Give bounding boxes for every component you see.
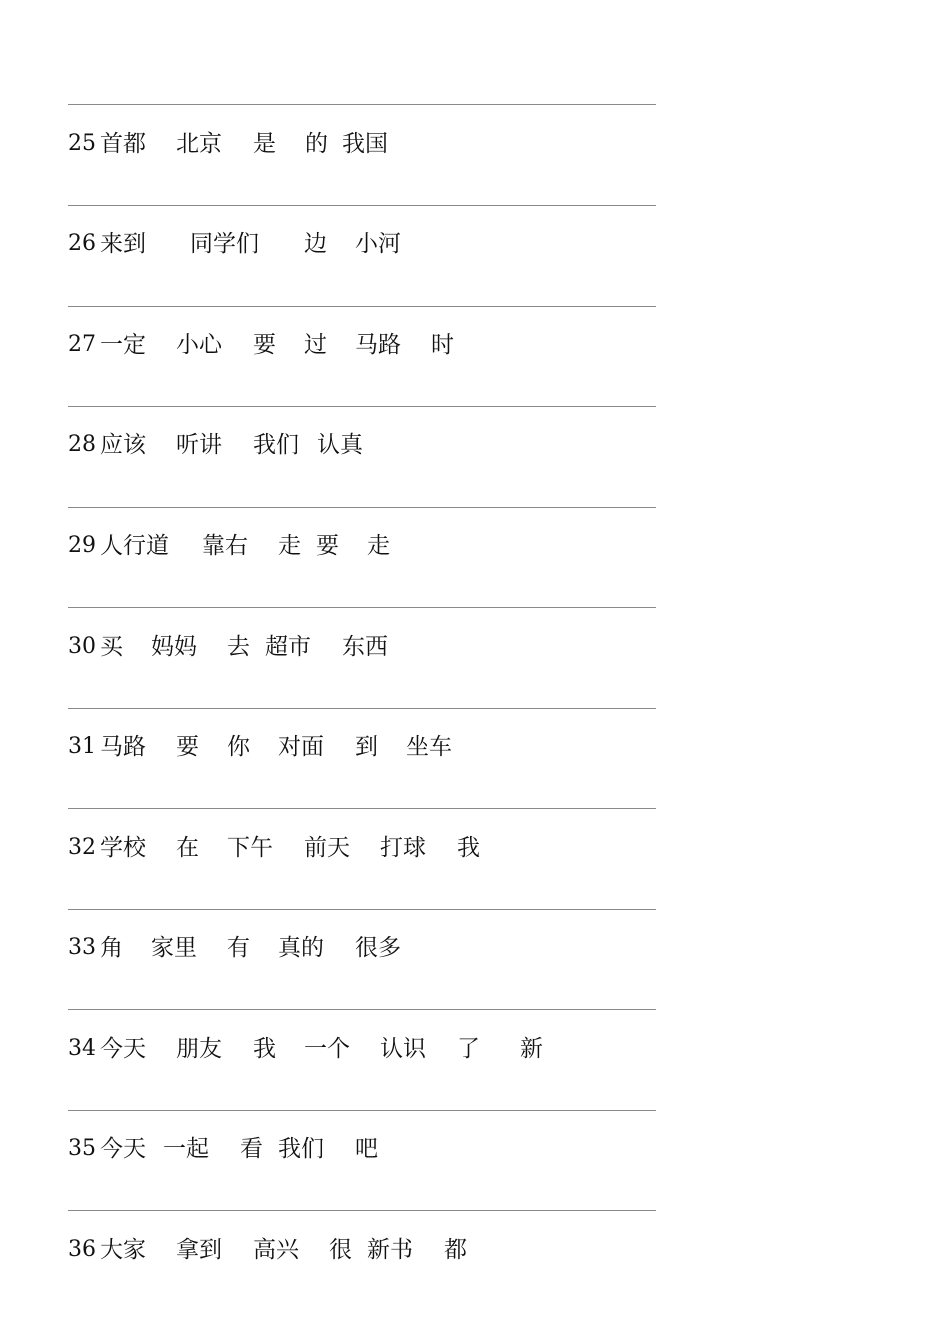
item-number: 30 bbox=[68, 634, 96, 659]
word-chip: 一起 bbox=[163, 1136, 209, 1162]
item-number: 25 bbox=[68, 131, 96, 156]
word-chip: 朋友 bbox=[176, 1036, 222, 1062]
word-chip: 下午 bbox=[227, 835, 273, 861]
word-chip: 前天 bbox=[304, 835, 350, 861]
item-number: 31 bbox=[68, 734, 96, 759]
item-number: 33 bbox=[68, 935, 96, 960]
word-chip: 是 bbox=[253, 131, 276, 157]
word-chip: 要 bbox=[316, 533, 339, 559]
answer-line bbox=[68, 607, 656, 608]
word-chip: 走 bbox=[367, 533, 390, 559]
word-chip: 靠右 bbox=[202, 533, 248, 559]
word-chip: 我国 bbox=[342, 131, 388, 157]
answer-line bbox=[68, 205, 656, 206]
answer-line bbox=[68, 406, 656, 407]
word-chip: 同学们 bbox=[190, 231, 259, 257]
word-chip: 我们 bbox=[253, 432, 299, 458]
word-chip: 应该 bbox=[100, 432, 146, 458]
word-chip: 来到 bbox=[100, 231, 146, 257]
word-chip: 都 bbox=[444, 1237, 467, 1263]
word-chip: 走 bbox=[278, 533, 301, 559]
item-number: 29 bbox=[68, 533, 96, 558]
answer-line bbox=[68, 507, 656, 508]
word-chip: 妈妈 bbox=[151, 634, 197, 660]
word-chip: 马路 bbox=[355, 332, 401, 358]
word-chip: 要 bbox=[176, 734, 199, 760]
word-chip: 高兴 bbox=[253, 1237, 299, 1263]
word-chip: 过 bbox=[304, 332, 327, 358]
answer-line bbox=[68, 708, 656, 709]
word-chip: 时 bbox=[431, 332, 454, 358]
item-number: 36 bbox=[68, 1237, 96, 1262]
answer-line bbox=[68, 1210, 656, 1211]
word-chip: 首都 bbox=[100, 131, 146, 157]
word-chip: 一定 bbox=[100, 332, 146, 358]
word-chip: 我们 bbox=[278, 1136, 324, 1162]
word-chip: 今天 bbox=[100, 1036, 146, 1062]
item-number: 32 bbox=[68, 835, 96, 860]
word-chip: 小河 bbox=[355, 231, 401, 257]
answer-line bbox=[68, 1110, 656, 1111]
answer-line bbox=[68, 104, 656, 105]
word-chip: 我 bbox=[457, 835, 480, 861]
word-chip: 要 bbox=[253, 332, 276, 358]
item-number: 27 bbox=[68, 332, 96, 357]
item-number: 28 bbox=[68, 432, 96, 457]
word-chip: 大家 bbox=[100, 1237, 146, 1263]
word-chip: 到 bbox=[355, 734, 378, 760]
word-chip: 的 bbox=[305, 131, 328, 157]
word-chip: 在 bbox=[176, 835, 199, 861]
word-chip: 东西 bbox=[342, 634, 388, 660]
word-chip: 家里 bbox=[151, 935, 197, 961]
word-chip: 真的 bbox=[278, 935, 324, 961]
word-chip: 拿到 bbox=[176, 1237, 222, 1263]
word-chip: 认真 bbox=[317, 432, 363, 458]
answer-line bbox=[68, 808, 656, 809]
word-chip: 坐车 bbox=[406, 734, 452, 760]
answer-line bbox=[68, 306, 656, 307]
item-number: 34 bbox=[68, 1036, 96, 1061]
word-chip: 吧 bbox=[355, 1136, 378, 1162]
word-chip: 听讲 bbox=[176, 432, 222, 458]
answer-line bbox=[68, 909, 656, 910]
word-chip: 马路 bbox=[100, 734, 146, 760]
word-chip: 我 bbox=[253, 1036, 276, 1062]
word-chip: 买 bbox=[100, 634, 123, 660]
word-chip: 了 bbox=[457, 1036, 480, 1062]
word-chip: 对面 bbox=[278, 734, 324, 760]
word-chip: 你 bbox=[227, 734, 250, 760]
word-chip: 角 bbox=[100, 935, 123, 961]
item-number: 35 bbox=[68, 1136, 96, 1161]
word-chip: 打球 bbox=[380, 835, 426, 861]
word-chip: 新书 bbox=[367, 1237, 413, 1263]
word-chip: 很 bbox=[329, 1237, 352, 1263]
word-chip: 今天 bbox=[100, 1136, 146, 1162]
word-chip: 看 bbox=[240, 1136, 263, 1162]
word-chip: 超市 bbox=[265, 634, 311, 660]
answer-line bbox=[68, 1009, 656, 1010]
word-chip: 边 bbox=[304, 231, 327, 257]
word-chip: 一个 bbox=[304, 1036, 350, 1062]
word-chip: 很多 bbox=[355, 935, 401, 961]
word-chip: 去 bbox=[227, 634, 250, 660]
word-chip: 新 bbox=[520, 1036, 543, 1062]
word-chip: 有 bbox=[227, 935, 250, 961]
word-chip: 认识 bbox=[380, 1036, 426, 1062]
word-chip: 小心 bbox=[176, 332, 222, 358]
word-chip: 学校 bbox=[100, 835, 146, 861]
word-chip: 北京 bbox=[176, 131, 222, 157]
item-number: 26 bbox=[68, 231, 96, 256]
word-chip: 人行道 bbox=[100, 533, 169, 559]
